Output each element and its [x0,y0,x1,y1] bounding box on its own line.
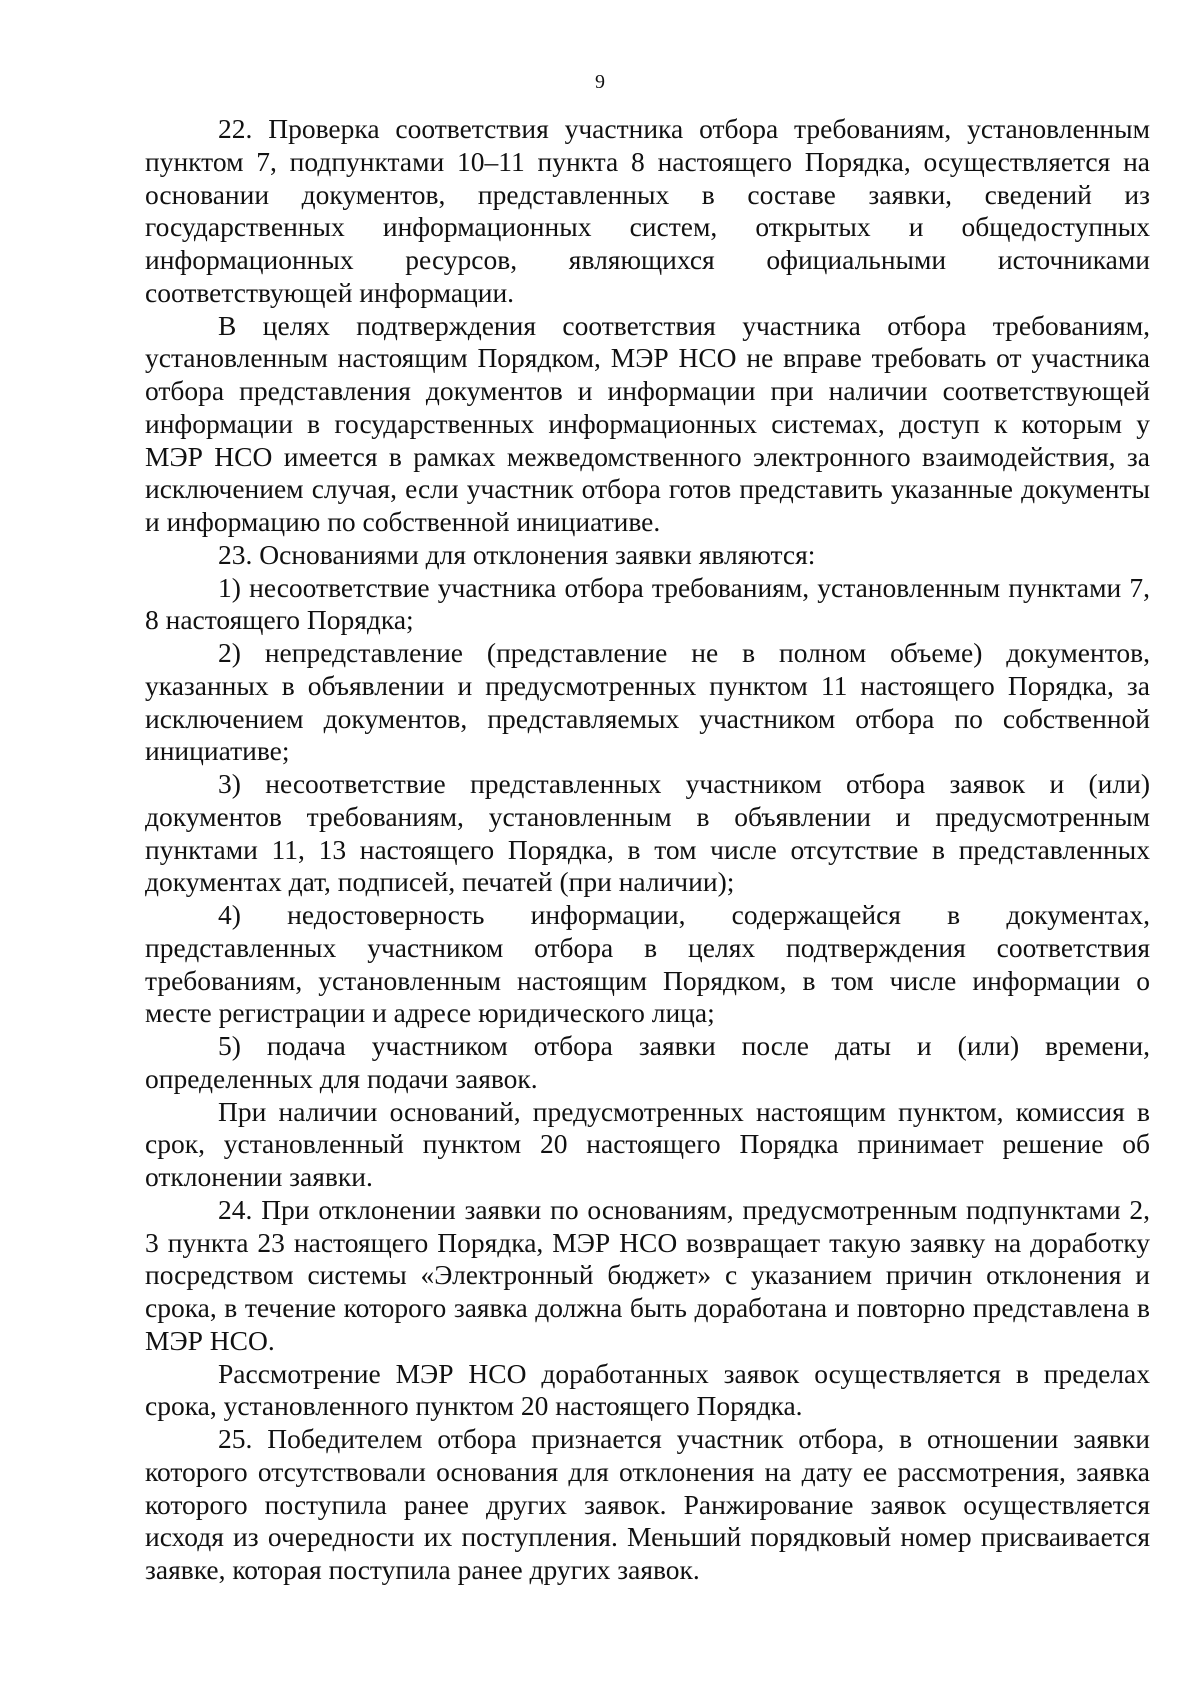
paragraph-24-continued: Рассмотрение МЭР НСО доработанных заявок осуществляется в пределах срока, установленного пунктом 20 настоящего Порядка. [145,1357,1150,1422]
paragraph-22-continued: В целях подтверждения соответствия участника отбора требованиям, установленным настоящим Порядком, МЭР НСО не вправе требовать от участника отбора представления документов и информации при наличии соответствующей информации в государственных информационных системах, доступ к которым у МЭР НСО имеется в рамках межведомственного электронного взаимодействия, за исключением случая, если участник отбора готов представить указанные документы и информацию по собственной инициативе. [145,309,1150,537]
paragraph-22: 22. Проверка соответствия участника отбора требованиям, установленным пунктом 7, подпунктами 10–11 пункта 8 настоящего Порядка, осуществляется на основании документов, представленных в составе заявки, сведений из государственных информационных систем, открытых и общедоступных информационных ресурсов, являющихся официальными источниками соответствующей информации. [145,113,1150,308]
paragraph-23-item-4: 4) недостоверность информации, содержащейся в документах, представленных участником отбора в целях подтверждения соответствия требованиям, установленным настоящим Порядком, в том числе информации о месте регистрации и адресе юридического лица; [145,899,1150,1029]
paragraph-23-conclusion: При наличии оснований, предусмотренных настоящим пунктом, комиссия в срок, установленный пунктом 20 настоящего Порядка принимает решение об отклонении заявки. [145,1095,1150,1192]
document-body [145,113,1150,1587]
paragraph-23: 23. Основаниями для отклонения заявки являются: [218,538,816,570]
paragraph-23-item-2: 2) непредставление (представление не в полном объеме) документов, указанных в объявлении и предусмотренных пунктом 11 настоящего Порядка, за исключением документов, представляемых участником отбора по собственной инициативе; [145,637,1150,767]
page-number: 9 [595,71,605,93]
paragraph-24: 24. При отклонении заявки по основаниям, предусмотренным подпунктами 2, 3 пункта 23 настоящего Порядка, МЭР НСО возвращает такую заявку на доработку посредством системы «Электронный бюджет» с указанием причин отклонения и срока, в течение которого заявка должна быть доработана и повторно представлена в МЭР НСО. [145,1193,1150,1356]
paragraph-23-item-3: 3) несоответствие представленных участником отбора заявок и (или) документов требованиям, установленным в объявлении и предусмотренным пунктами 11, 13 настоящего Порядка, в том числе отсутствие в представленных документах дат, подписей, печатей (при наличии); [145,768,1150,898]
paragraph-23-item-5: 5) подача участником отбора заявки после даты и (или) времени, определенных для подачи заявок. [145,1030,1150,1094]
paragraph-25: 25. Победителем отбора признается участник отбора, в отношении заявки которого отсутствовали основания для отклонения на дату ее рассмотрения, заявка которого поступила ранее других заявок. Ранжирование заявок осуществляется исходя из очередности их поступления. Меньший порядковый номер присваивается заявке, которая поступила ранее других заявок. [145,1423,1150,1585]
paragraph-23-item-1: 1) несоответствие участника отбора требованиям, установленным пунктами 7, 8 настоящего Порядка; [145,571,1150,636]
